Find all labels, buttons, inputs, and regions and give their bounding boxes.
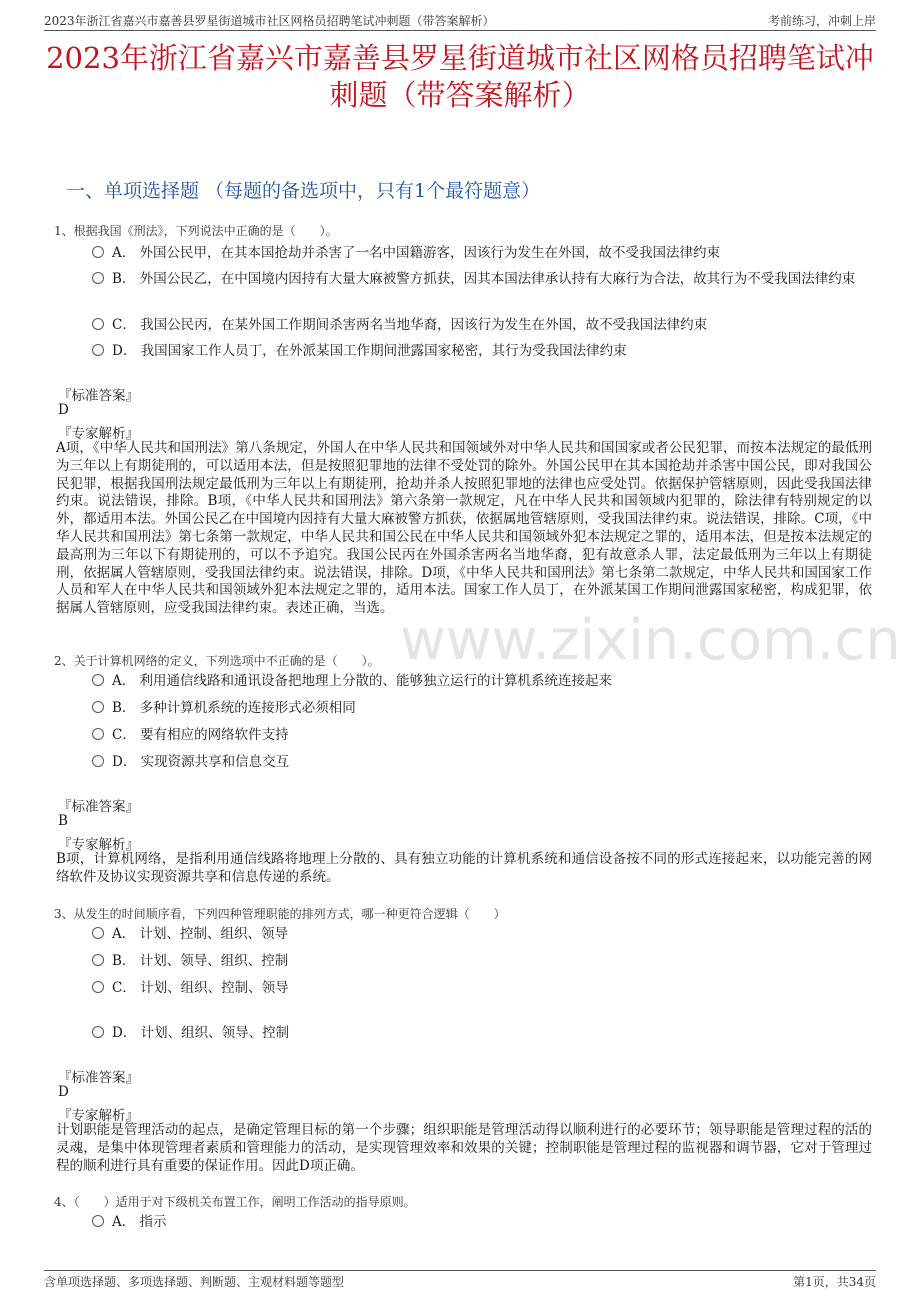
answer-value: D	[58, 402, 69, 418]
answer-label: 『标准答案』	[58, 799, 139, 815]
question-1-option-c[interactable]: C． 我国公民丙，在某外国工作期间杀害两名当地华裔，因该行为发生在外国，故不受我国法律约束	[92, 314, 870, 336]
page-header	[44, 12, 876, 31]
question-1-stem: 1、根据我国《刑法》，下列说法中正确的是（ ）。	[54, 224, 338, 238]
question-3-option-b[interactable]: B． 计划、领导、组织、控制	[92, 950, 870, 972]
radio-icon[interactable]	[92, 701, 104, 713]
radio-icon[interactable]	[92, 728, 104, 740]
page-number: 第1页，共34页	[793, 1275, 876, 1289]
question-2-option-a[interactable]: A． 利用通信线路和通讯设备把地理上分散的、能够独立运行的计算机系统连接起来	[92, 670, 870, 692]
question-3-stem: 3、从发生的时间顺序看，下列四种管理职能的排列方式，哪一种更符合逻辑（ ）	[54, 907, 506, 921]
question-2-option-d[interactable]: D． 实现资源共享和信息交互	[92, 751, 870, 773]
question-4-option-a[interactable]: A． 指示	[92, 1211, 870, 1233]
radio-icon[interactable]	[92, 272, 104, 284]
answer-value: D	[58, 1084, 69, 1100]
radio-icon[interactable]	[92, 674, 104, 686]
section-heading: 一、单项选择题 （每题的备选项中，只有1个最符题意）	[66, 180, 541, 202]
answer-label: 『标准答案』	[58, 388, 139, 404]
radio-icon[interactable]	[92, 318, 104, 330]
question-1-option-a[interactable]: A． 外国公民甲，在其本国抢劫并杀害了一名中国籍游客，因该行为发生在外国，故不受我国法律约束	[92, 242, 870, 264]
radio-icon[interactable]	[92, 344, 104, 356]
analysis-label: 『专家解析』	[58, 1108, 139, 1124]
question-3-option-a[interactable]: A． 计划、控制、组织、领导	[92, 923, 870, 945]
radio-icon[interactable]	[92, 755, 104, 767]
question-3-option-c[interactable]: C． 计划、组织、控制、领导	[92, 977, 870, 999]
radio-icon[interactable]	[92, 927, 104, 939]
document-title: 2023年浙江省嘉兴市嘉善县罗星街道城市社区网格员招聘笔试冲刺题（带答案解析）	[46, 41, 874, 112]
question-2-option-c[interactable]: C． 要有相应的网络软件支持	[92, 724, 870, 746]
analysis-text: B项，计算机网络，是指利用通信线路将地理上分散的、具有独立功能的计算机系统和通信设备按不同的形式连接起来，以功能完善的网络软件及协议实现资源共享和信息传递的系统。	[56, 851, 872, 885]
radio-icon[interactable]	[92, 1026, 104, 1038]
page-footer	[44, 1270, 876, 1291]
question-3-option-d[interactable]: D． 计划、组织、领导、控制	[92, 1022, 870, 1044]
radio-icon[interactable]	[92, 981, 104, 993]
radio-icon[interactable]	[92, 1215, 104, 1227]
answer-value: B	[58, 813, 68, 829]
question-4-stem: 4、（ ）适用于对下级机关布置工作，阐明工作活动的指导原则。	[54, 1195, 416, 1209]
analysis-text: 计划职能是管理活动的起点，是确定管理目标的第一个步骤；组织职能是管理活动得以顺利进行的必要环节；领导职能是管理过程的活的灵魂，是集中体现管理者素质和管理能力的活动，是实现管理效率和效果的关键；控制职能是管理过程的监视器和调节器，它对于管理过程的顺利进行具有重要的保证作用。因此D项正确。	[56, 1122, 872, 1174]
analysis-text: A项，《中华人民共和国刑法》第八条规定，外国人在中华人民共和国领域外对中华人民共和国国家或者公民犯罪，而按本法规定的最低刑为三年以上有期徒刑的，可以适用本法，但是按照犯罪地的法律不受处罚的除外。外国公民甲在其本国抢劫并杀害中国公民，即对我国公民犯罪，根据我国刑法规定最低刑为三年以上有期徒刑，抢劫并杀人按照犯罪地的法律也应受处罚。依据保护管辖原则，因此受我国法律约束。说法错误，排除。B项，《中华人民共和国刑法》第六条第一款规定，凡在中华人民共和国领域内犯罪的，除法律有特别规定的以外，都适用本法。外国公民乙在中国境内因持有大量大麻被警方抓获，依据属地管辖原则，受我国法律约束。说法错误，排除。C项，《中华人民共和国刑法》第七条第一款规定，中华人民共和国公民在中华人民共和国领域外犯本法规定之罪的，适用本法，但是按本法规定的最高刑为三年以下有期徒刑的，可以不予追究。我国公民丙在外国杀害两名当地华裔，犯有故意杀人罪，法定最低刑为三年以上有期徒刑，依据属人管辖原则，受我国法律约束。说法错误，排除。D项，《中华人民共和国刑法》第七条第二款规定，中华人民共和国国家工作人员和军人在中华人民共和国领域外犯本法规定之罪的，适用本法。国家工作人员丁，在外派某国工作期间泄露国家秘密，构成犯罪，依据属人管辖原则，应受我国法律约束。表述正确，当选。	[56, 440, 872, 617]
question-1-option-d[interactable]: D． 我国国家工作人员丁，在外派某国工作期间泄露国家秘密，其行为受我国法律约束	[92, 340, 870, 362]
analysis-label: 『专家解析』	[58, 426, 139, 442]
answer-label: 『标准答案』	[58, 1070, 139, 1086]
header-slogan: 考前练习，冲刺上岸	[767, 14, 876, 28]
header-doc-title: 2023年浙江省嘉兴市嘉善县罗星街道城市社区网格员招聘笔试冲刺题（带答案解析）	[44, 14, 495, 28]
radio-icon[interactable]	[92, 954, 104, 966]
question-1-option-b[interactable]: B． 外国公民乙，在中国境内因持有大量大麻被警方抓获，因其本国法律承认持有大麻行为合法，故其行为不受我国法律约束	[92, 268, 870, 290]
footer-question-types: 含单项选择题、多项选择题、判断题、主观材料题等题型	[44, 1275, 345, 1289]
watermark: www.zixin.com.cn	[400, 608, 901, 673]
radio-icon[interactable]	[92, 246, 104, 258]
question-2-option-b[interactable]: B． 多种计算机系统的连接形式必须相同	[92, 697, 870, 719]
analysis-label: 『专家解析』	[58, 837, 139, 853]
question-2-stem: 2、关于计算机网络的定义，下列选项中不正确的是（ ）。	[54, 654, 380, 668]
